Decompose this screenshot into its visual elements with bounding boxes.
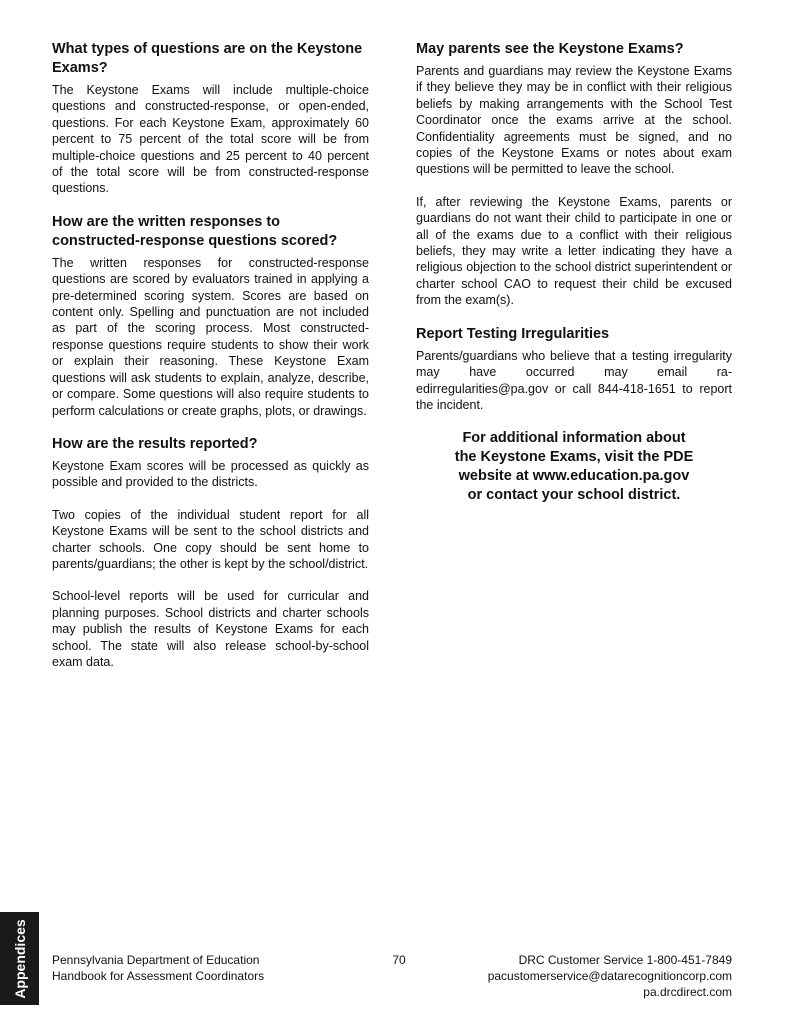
footer-left [52, 952, 264, 984]
callout-line: For additional information about [462, 430, 686, 447]
footer-website: pa.drcdirect.com [643, 985, 732, 999]
appendices-side-tab [0, 912, 39, 1005]
section-heading: How are the results reported? [52, 435, 258, 452]
section-paragraph: The Keystone Exams will include multiple-choice questions and constructed-response, or open-ended, questions. For each Keystone Exam, approximately 60 percent to 75 percent of the total score will be from multiple-choice questions and 25 percent to 40 percent of the total score will be from constructed-response questions. [52, 83, 369, 196]
footer-right [488, 952, 732, 1000]
footer-email: pacustomerservice@datarecognitioncorp.com [487, 969, 732, 983]
callout-line: or contact your school district. [467, 487, 681, 504]
section-heading: What types of questions are on the Keystone Exams? [52, 41, 363, 76]
section-parents-review [416, 40, 732, 309]
callout-line: the Keystone Exams, visit the PDE [454, 449, 694, 466]
right-column [416, 40, 732, 505]
section-question-types [52, 40, 369, 197]
section-scoring [52, 213, 369, 419]
section-paragraph: Parents and guardians may review the Keystone Exams if they believe they may be in conflict with their religious beliefs by making arrangements with the School Test Coordinator once the exams arrive at the school. Confidentiality agreements must be signed, and no copies of the Keystone Exams or notes about exam questions will be permitted to leave the school. [416, 64, 732, 177]
section-paragraph: Parents/guardians who believe that a testing irregularity may have occurred may email ra-edirregularities@pa.gov or call 844-418-1651 to report the incident. [416, 348, 732, 412]
section-results [52, 435, 369, 670]
section-paragraph: Two copies of the individual student report for all Keystone Exams will be sent to the school districts and charter schools. One copy should be sent home to parents/guardians; the other is kept by the school/district. [52, 507, 369, 571]
section-heading: May parents see the Keystone Exams? [416, 41, 684, 57]
section-paragraph: School-level reports will be used for curricular and planning purposes. School districts and charter schools may publish the results of Keystone Exams for each school. The state will also release school-by-school exam data. [52, 589, 369, 669]
section-irregularities [416, 325, 732, 414]
additional-info-callout [416, 429, 732, 505]
callout-line: website at www.education.pa.gov [458, 468, 690, 485]
section-heading: Report Testing Irregularities [416, 325, 610, 342]
section-paragraph: Keystone Exam scores will be processed as quickly as possible and provided to the districts. [52, 458, 369, 490]
footer-department: Pennsylvania Department of Education [52, 953, 260, 967]
left-column [52, 40, 369, 686]
footer-customer-service: DRC Customer Service 1-800-451-7849 [518, 953, 732, 967]
section-paragraph: The written responses for constructed-response questions are scored by evaluators trained in applying a pre-determined scoring system. Scores are based on content only. Spelling and punctuation are not included as part of the scoring process. Most constructed-response questions require students to show their work or explain their reasoning. These Keystone Exam questions will ask students to explain, analyze, describe, or compare. Some questions will also require students to perform calculations or create graphs, plots, or drawings. [52, 255, 369, 418]
section-paragraph: If, after reviewing the Keystone Exams, parents or guardians do not want their child to participate in one or all of the exams due to a conflict with their religious beliefs, they may write a letter indicating they have a religious objection to the school district superintendent or charter school CAO to request their child be excused from the exam(s). [416, 194, 732, 308]
page-number: 70 [392, 953, 406, 967]
section-heading: How are the written responses to constructed-response questions scored? [52, 213, 338, 249]
side-tab-label: Appendices [11, 918, 28, 999]
footer-handbook: Handbook for Assessment Coordinators [52, 969, 265, 983]
